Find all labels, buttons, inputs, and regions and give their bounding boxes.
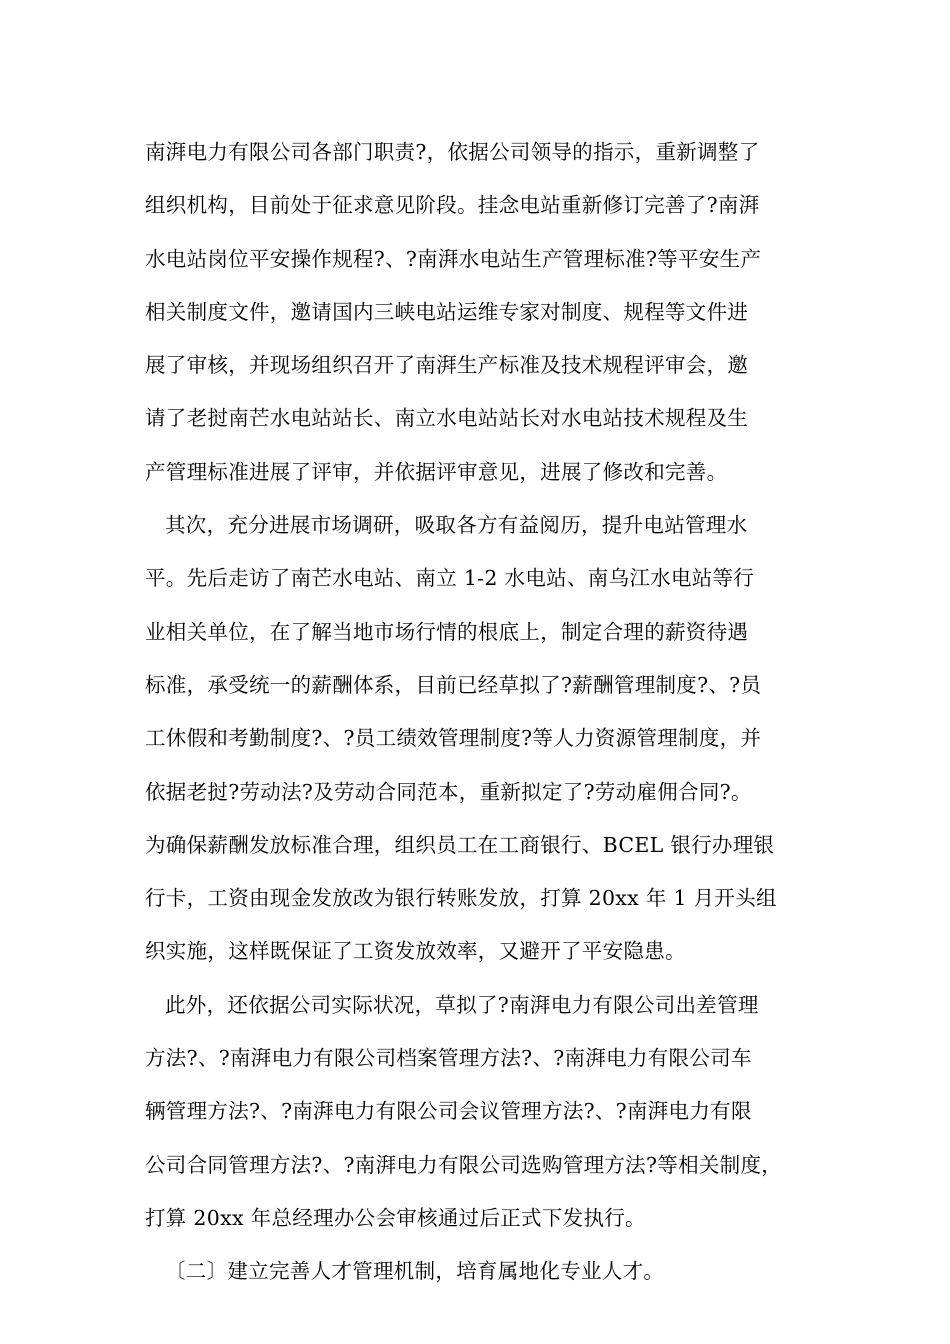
text-line: 此外，还依据公司实际状况，草拟了?南湃电力有限公司出差管理 xyxy=(165,992,759,1017)
text-line: 展了审核，并现场组织召开了南湃生产标准及技术规程评审会，邀 xyxy=(145,353,749,378)
text-line: 平。先后走访了南芒水电站、南立 1-2 水电站、南乌江水电站等行 xyxy=(145,566,755,591)
paragraph-2 xyxy=(145,499,835,979)
text-line: 方法?、?南湃电力有限公司档案管理方法?、?南湃电力有限公司车 xyxy=(145,1046,752,1071)
text-line: 辆管理方法?、?南湃电力有限公司会议管理方法?、?南湃电力有限 xyxy=(145,1099,752,1124)
text-line: 其次，充分进展市场调研，吸取各方有益阅历，提升电站管理水 xyxy=(165,513,748,538)
document-body xyxy=(145,126,835,1299)
text-line: 相关制度文件，邀请国内三峡电站运维专家对制度、规程等文件进 xyxy=(145,299,749,324)
text-line: 依据老挝?劳动法?及劳动合同范本，重新拟定了?劳动雇佣合同?。 xyxy=(145,779,752,804)
paragraph-1 xyxy=(145,126,835,499)
text-line: 请了老挝南芒水电站站长、南立水电站站长对水电站技术规程及生 xyxy=(145,406,749,431)
text-line: 组织机构，目前处于征求意见阶段。挂念电站重新修订完善了?南湃 xyxy=(145,193,760,218)
text-line: 水电站岗位平安操作规程?、?南湃水电站生产管理标准?等平安生产 xyxy=(145,246,762,271)
section-heading: 〔二〕建立完善人才管理机制，培育属地化专业人才。 xyxy=(165,1259,665,1284)
paragraph-3 xyxy=(145,979,835,1245)
text-line: 标准，承受统一的薪酬体系，目前已经草拟了?薪酬管理制度?、?员 xyxy=(145,672,762,697)
text-line: 工休假和考勤制度?、?员工绩效管理制度?等人力资源管理制度，并 xyxy=(145,726,762,751)
text-line: 行卡，工资由现金发放改为银行转账发放，打算 20xx 年 1 月开头组 xyxy=(145,886,777,911)
text-line: 产管理标准进展了评审，并依据评审意见，进展了修改和完善。 xyxy=(145,459,728,484)
text-line: 打算 20xx 年总经理办公会审核通过后正式下发执行。 xyxy=(145,1205,646,1230)
text-line: 南湃电力有限公司各部门职责?，依据公司领导的指示，重新调整了 xyxy=(145,140,760,164)
text-line: 公司合同管理方法?、?南湃电力有限公司选购管理方法?等相关制度， xyxy=(145,1152,783,1177)
text-line: 业相关单位，在了解当地市场行情的根底上，制定合理的薪资待遇 xyxy=(145,619,749,644)
text-line: 为确保薪酬发放标准合理，组织员工在工商银行、BCEL 银行办理银 xyxy=(145,832,775,857)
text-line: 织实施，这样既保证了工资发放效率，又避开了平安隐患。 xyxy=(145,939,686,964)
